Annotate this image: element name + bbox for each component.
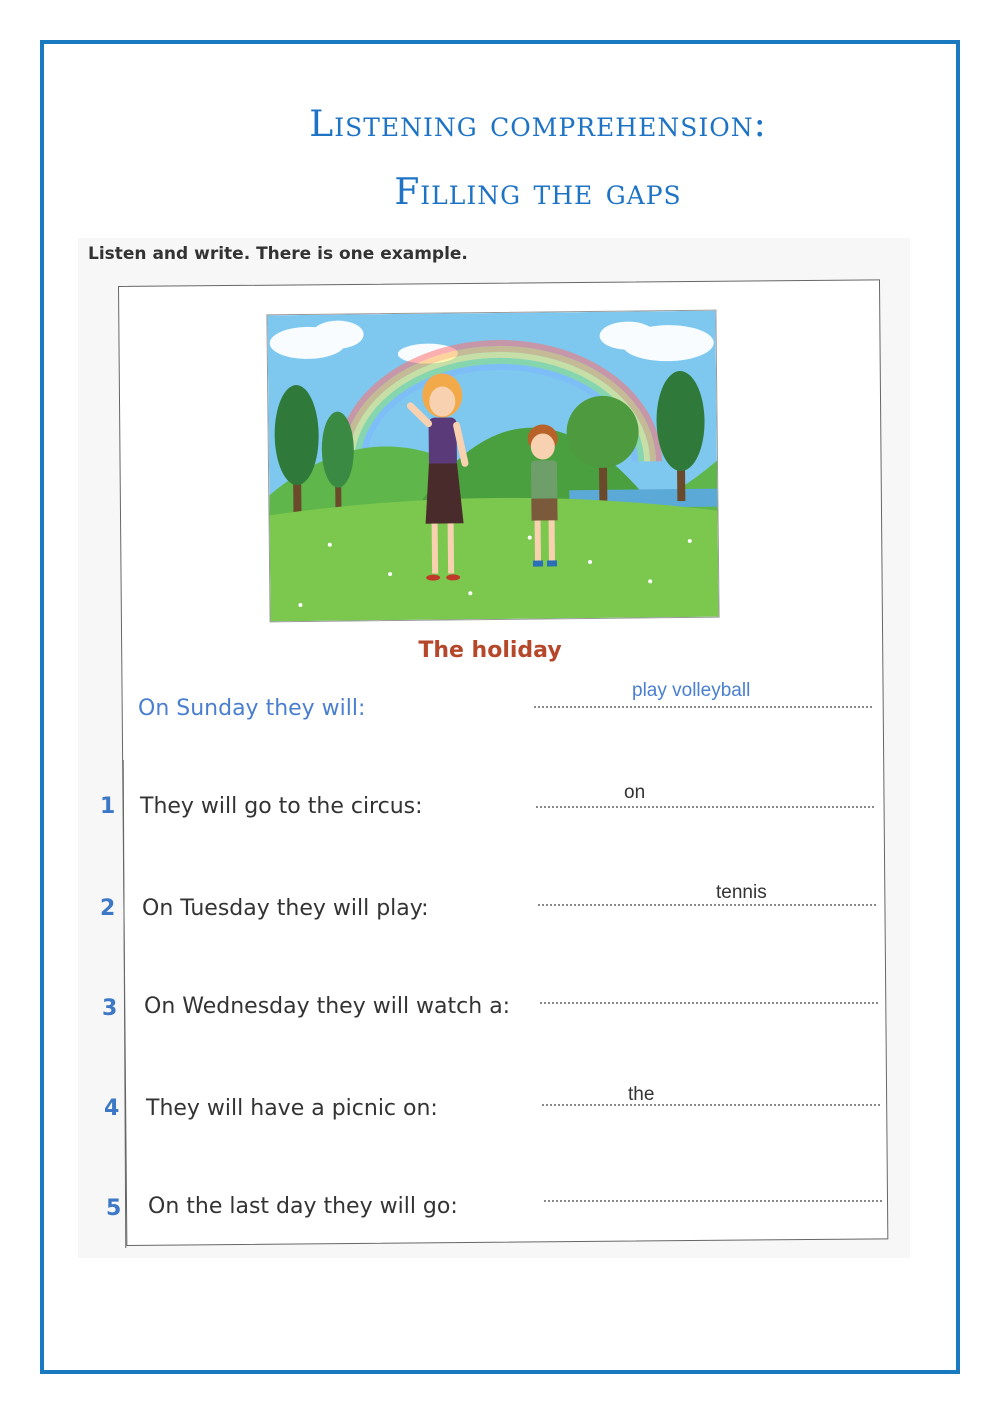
- park-scene-illustration: [266, 310, 719, 623]
- answer-text: tennis: [716, 882, 767, 903]
- question-number: 1: [100, 794, 116, 819]
- answer-text: the: [628, 1084, 655, 1105]
- question-prompt: On Wednesday they will watch a:: [144, 994, 511, 1019]
- example-row: [0, 680, 1000, 740]
- answer-line[interactable]: [534, 706, 872, 708]
- answer-line[interactable]: [536, 806, 874, 808]
- question-number: 3: [102, 996, 118, 1021]
- question-prompt: They will have a picnic on:: [146, 1096, 438, 1121]
- park-scene-svg: [267, 311, 718, 622]
- page-title-line-1: Listening comprehension:: [309, 104, 767, 145]
- page-title-line-2: Filling the gaps: [394, 172, 682, 213]
- question-number: 2: [100, 896, 116, 921]
- question-row-5: [0, 1180, 1000, 1240]
- instruction-text: Listen and write. There is one example.: [88, 244, 468, 264]
- answer-line[interactable]: [538, 904, 876, 906]
- question-number: 4: [104, 1096, 120, 1121]
- question-prompt: On Tuesday they will play:: [142, 896, 429, 921]
- answer-text: on: [624, 782, 646, 803]
- question-row-3: [0, 978, 1000, 1038]
- answer-line[interactable]: [540, 1002, 878, 1004]
- example-prompt: On Sunday they will:: [138, 696, 366, 721]
- exercise-title: The holiday: [418, 638, 562, 663]
- question-prompt: They will go to the circus:: [140, 794, 423, 819]
- answer-line[interactable]: [544, 1200, 882, 1202]
- example-answer: play volleyball: [632, 680, 751, 701]
- question-row-1: [0, 780, 1000, 840]
- question-row-4: [0, 1080, 1000, 1140]
- answer-line[interactable]: [542, 1104, 880, 1106]
- question-prompt: On the last day they will go:: [148, 1194, 458, 1219]
- question-number: 5: [106, 1196, 122, 1221]
- question-row-2: [0, 880, 1000, 940]
